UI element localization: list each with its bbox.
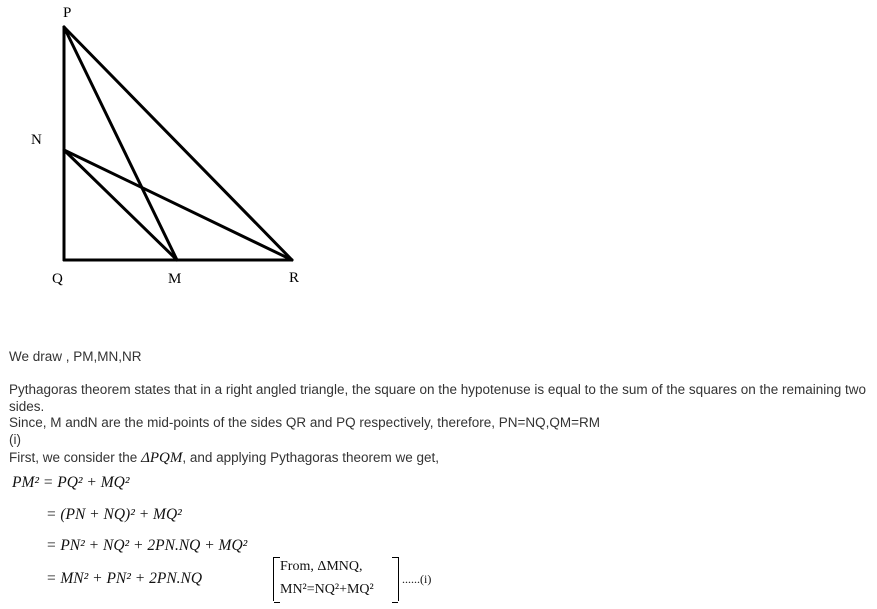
equation-2: = (PN + NQ)² + MQ² [46,506,182,523]
text-midpoints: Since, M andN are the mid-points of the sides QR and PQ respectively, therefore, PN=NQ,QM=RM [9,415,600,430]
text-consider-pre: First, we consider the [9,450,138,465]
bracket-line-2: MN²=NQ²+MQ² [280,582,374,597]
bracket-line-1: From, ΔMNQ, [280,559,363,574]
text-ref-i: (i) [9,432,21,447]
text-we-draw: We draw , PM,MN,NR [9,349,142,364]
segment-nr [64,150,292,260]
label-m: M [168,271,182,287]
text-consider-post: , and applying Pythagoras theorem we get, [182,450,440,465]
label-r: R [289,270,300,286]
text-pythagoras-statement: Pythagoras theorem states that in a right angled triangle, the square on the hypotenuse is equal to the sum of the squares on the remaining two sides. [9,382,867,414]
equation-3: = PN² + NQ² + 2PN.NQ + MQ² [46,537,248,554]
triangle-figure [0,0,320,300]
equation-ref: ......(i) [402,572,432,586]
equation-4: = MN² + PN² + 2PN.NQ [46,570,203,587]
label-n: N [31,132,42,148]
segment-nm [64,150,177,260]
label-p: P [63,5,72,21]
label-q: Q [52,271,63,287]
text-consider [9,449,439,467]
side-pr [64,27,292,260]
equation-1: PM² = PQ² + MQ² [12,474,130,491]
triangle-pqm: ΔPQM [141,450,183,466]
segment-pm [64,27,177,260]
